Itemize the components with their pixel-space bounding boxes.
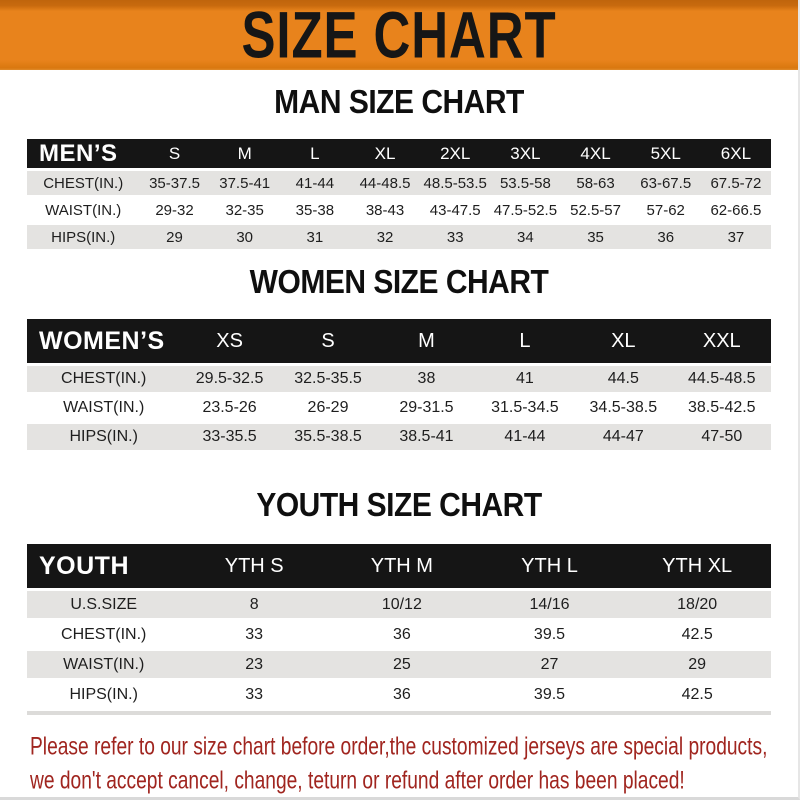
table-cell: 41-44 <box>476 424 574 450</box>
column-header-cell: L <box>280 139 350 168</box>
table-cell: 62-66.5 <box>701 198 771 222</box>
table-cell: 37.5-41 <box>210 171 280 195</box>
table-cell: 32.5-35.5 <box>279 366 377 392</box>
table-cell: 53.5-58 <box>490 171 560 195</box>
row-label-cell: CHEST(IN.) <box>27 621 180 648</box>
table-cell: 33 <box>180 621 328 648</box>
column-header-cell: 2XL <box>420 139 490 168</box>
row-label-cell: HIPS(IN.) <box>27 225 139 249</box>
table-cell: 10/12 <box>328 591 476 618</box>
table-cell: 36 <box>328 681 476 708</box>
women-size-chart-heading <box>0 263 798 301</box>
table-cell: 29-32 <box>139 198 209 222</box>
table-row <box>27 366 771 392</box>
table-cell: 48.5-53.5 <box>420 171 490 195</box>
table-cell: 34.5-38.5 <box>574 395 672 421</box>
table-cell: 44-47 <box>574 424 672 450</box>
column-header-cell: YTH M <box>328 544 476 588</box>
table-cell: 32 <box>350 225 420 249</box>
column-header-cell: M <box>210 139 280 168</box>
table-cell: 39.5 <box>476 621 624 648</box>
row-label-cell: WAIST(IN.) <box>27 395 180 421</box>
table-cell: 38-43 <box>350 198 420 222</box>
column-header-cell: YTH XL <box>623 544 771 588</box>
table-cell: 47.5-52.5 <box>490 198 560 222</box>
table-title-cell: WOMEN’S <box>27 319 180 363</box>
table-cell: 14/16 <box>476 591 624 618</box>
table-row <box>27 591 771 618</box>
table-row <box>27 424 771 450</box>
table-cell: 38 <box>377 366 475 392</box>
table-cell: 63-67.5 <box>631 171 701 195</box>
table-row <box>27 225 771 249</box>
men-size-table <box>27 136 771 252</box>
table-cell: 52.5-57 <box>560 198 630 222</box>
table-cell: 42.5 <box>623 681 771 708</box>
table-cell: 44-48.5 <box>350 171 420 195</box>
man-size-chart-heading-text: MAN SIZE CHART <box>274 83 524 121</box>
row-label-cell: U.S.SIZE <box>27 591 180 618</box>
table-cell: 31.5-34.5 <box>476 395 574 421</box>
women-size-chart-heading-text: WOMEN SIZE CHART <box>249 263 549 301</box>
table-cell: 23.5-26 <box>180 395 278 421</box>
table-cell: 35.5-38.5 <box>279 424 377 450</box>
table-cell: 36 <box>631 225 701 249</box>
youth-size-chart-heading-text: YOUTH SIZE CHART <box>256 486 542 524</box>
table-title-cell: YOUTH <box>27 544 180 588</box>
column-header-cell: XXL <box>673 319 771 363</box>
men-size-table-container <box>27 136 771 252</box>
table-cell: 57-62 <box>631 198 701 222</box>
table-row <box>27 651 771 678</box>
table-cell: 44.5-48.5 <box>673 366 771 392</box>
table-cell: 23 <box>180 651 328 678</box>
youth-size-table <box>27 541 771 711</box>
table-cell: 36 <box>328 621 476 648</box>
table-header-row <box>27 139 771 168</box>
banner-title: SIZE CHART <box>241 0 557 73</box>
youth-size-table-container <box>27 541 771 711</box>
row-label-cell: HIPS(IN.) <box>27 424 180 450</box>
table-cell: 29 <box>623 651 771 678</box>
table-cell: 32-35 <box>210 198 280 222</box>
table-cell: 38.5-42.5 <box>673 395 771 421</box>
women-size-table-container <box>27 316 771 453</box>
table-cell: 18/20 <box>623 591 771 618</box>
column-header-cell: 5XL <box>631 139 701 168</box>
column-header-cell: M <box>377 319 475 363</box>
column-header-cell: YTH S <box>180 544 328 588</box>
women-size-table <box>27 316 771 453</box>
table-cell: 35 <box>560 225 630 249</box>
column-header-cell: S <box>139 139 209 168</box>
table-cell: 42.5 <box>623 621 771 648</box>
table-cell: 41 <box>476 366 574 392</box>
column-header-cell: 6XL <box>701 139 771 168</box>
youth-size-chart-heading <box>0 486 798 524</box>
row-label-cell: CHEST(IN.) <box>27 366 180 392</box>
column-header-cell: 3XL <box>490 139 560 168</box>
table-cell: 41-44 <box>280 171 350 195</box>
table-cell: 33 <box>420 225 490 249</box>
table-cell: 27 <box>476 651 624 678</box>
row-label-cell: WAIST(IN.) <box>27 198 139 222</box>
table-cell: 38.5-41 <box>377 424 475 450</box>
size-chart-banner <box>0 0 798 73</box>
table-cell: 29.5-32.5 <box>180 366 278 392</box>
row-label-cell: HIPS(IN.) <box>27 681 180 708</box>
row-label-cell: CHEST(IN.) <box>27 171 139 195</box>
table-cell: 47-50 <box>673 424 771 450</box>
table-cell: 25 <box>328 651 476 678</box>
column-header-cell: L <box>476 319 574 363</box>
table-cell: 67.5-72 <box>701 171 771 195</box>
table-row <box>27 681 771 708</box>
table-cell: 29 <box>139 225 209 249</box>
table-header-row <box>27 319 771 363</box>
table-header-row <box>27 544 771 588</box>
table-cell: 33-35.5 <box>180 424 278 450</box>
man-size-chart-heading <box>0 83 798 121</box>
column-header-cell: YTH L <box>476 544 624 588</box>
table-row <box>27 395 771 421</box>
column-header-cell: XS <box>180 319 278 363</box>
column-header-cell: XL <box>574 319 672 363</box>
table-cell: 39.5 <box>476 681 624 708</box>
table-cell: 29-31.5 <box>377 395 475 421</box>
column-header-cell: XL <box>350 139 420 168</box>
table-row <box>27 171 771 195</box>
table-cell: 30 <box>210 225 280 249</box>
column-header-cell: 4XL <box>560 139 630 168</box>
table-cell: 37 <box>701 225 771 249</box>
table-cell: 44.5 <box>574 366 672 392</box>
table-cell: 35-38 <box>280 198 350 222</box>
table-cell: 43-47.5 <box>420 198 490 222</box>
table-cell: 35-37.5 <box>139 171 209 195</box>
footer-note <box>30 730 798 798</box>
column-header-cell: S <box>279 319 377 363</box>
table-cell: 58-63 <box>560 171 630 195</box>
row-label-cell: WAIST(IN.) <box>27 651 180 678</box>
table-row <box>27 198 771 222</box>
table-cell: 34 <box>490 225 560 249</box>
table-cell: 31 <box>280 225 350 249</box>
table-bottom-divider <box>27 711 771 715</box>
table-row <box>27 621 771 648</box>
table-cell: 33 <box>180 681 328 708</box>
table-cell: 26-29 <box>279 395 377 421</box>
table-title-cell: MEN’S <box>27 139 139 168</box>
footer-note-line-1: Please refer to our size chart before order,the customized jerseys are special products, <box>30 732 768 761</box>
footer-note-line-2: we don't accept cancel, change, teturn or refund after order has been placed! <box>30 766 685 795</box>
table-cell: 8 <box>180 591 328 618</box>
